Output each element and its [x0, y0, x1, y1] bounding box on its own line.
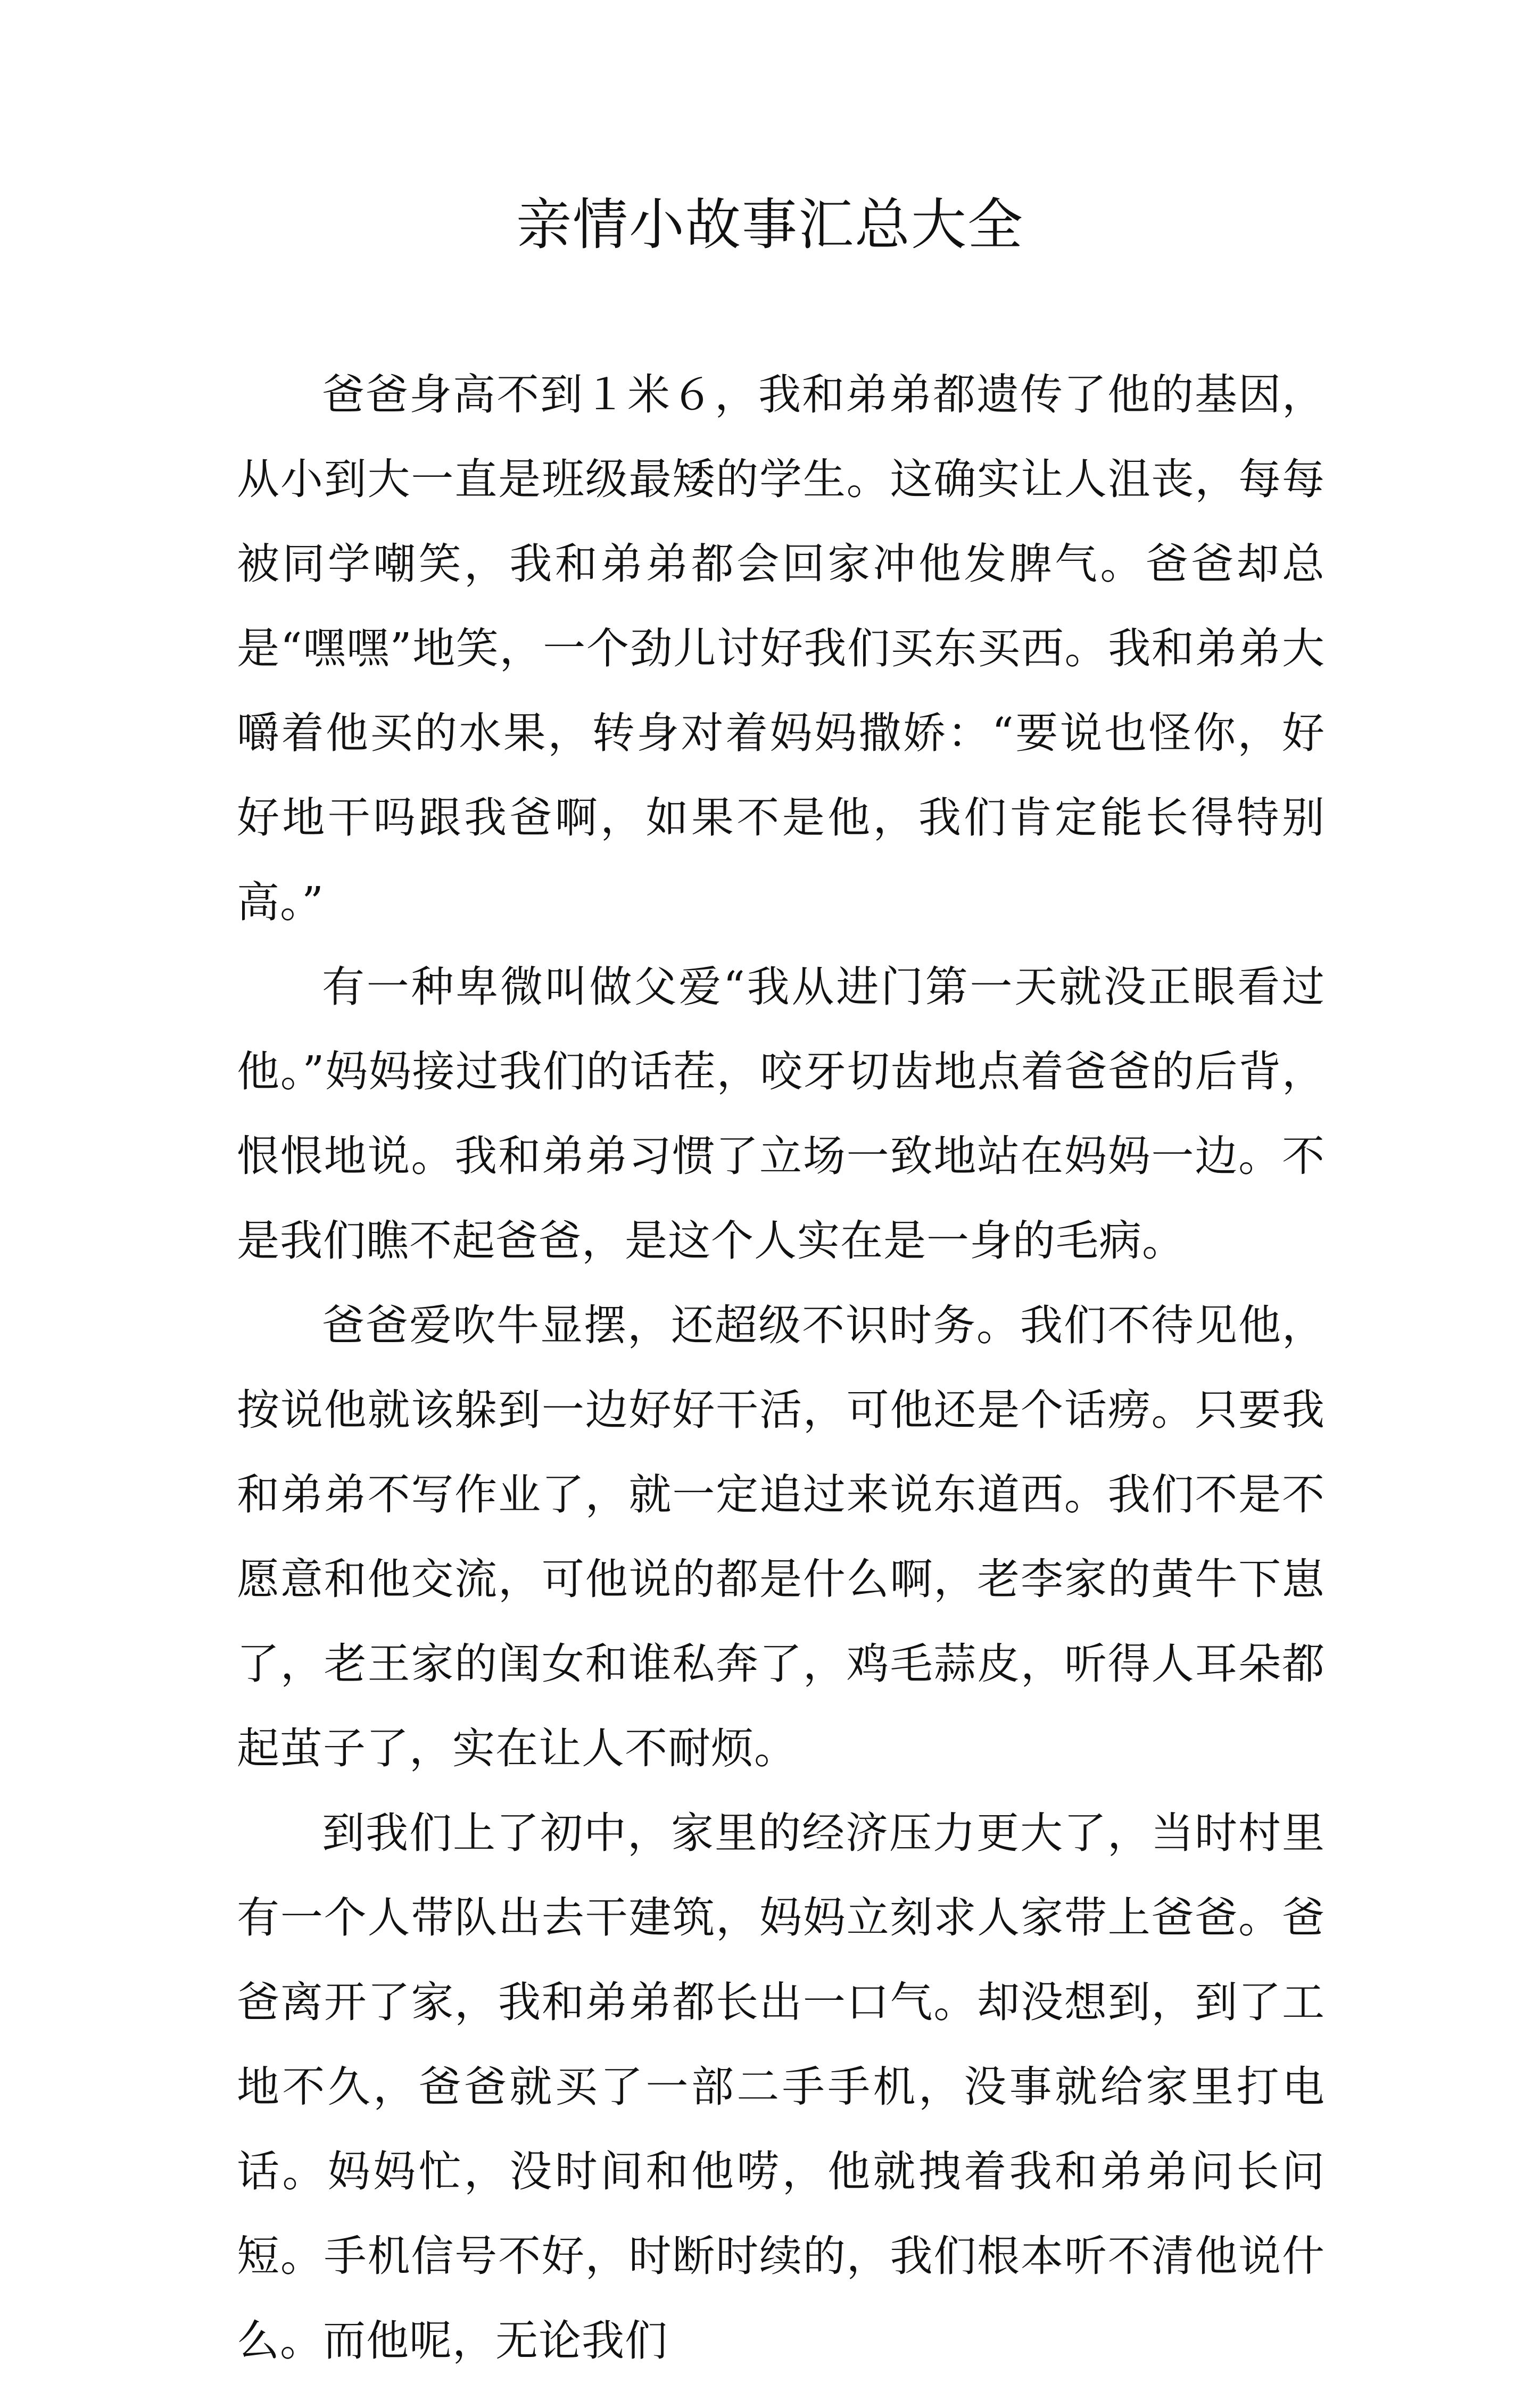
- paragraph-4: 到我们上了初中，家里的经济压力更大了，当时村里有一个人带队出去干建筑，妈妈立刻求人家带上爸爸。爸爸离开了家，我和弟弟都长出一口气。却没想到，到了工地不久，爸爸就买了一部二手手机，没事就给家里打电话。妈妈忙，没时间和他唠，他就拽着我和弟弟问长问短。手机信号不好，时断时续的，我们根本听不清他说什么。而他呢，无论我们: [237, 1808, 1325, 2365]
- paragraph-3: 爸爸爱吹牛显摆，还超级不识时务。我们不待见他，按说他就该躲到一边好好干活，可他还是个话痨。只要我和弟弟不写作业了，就一定追过来说东道西。我们不是不愿意和他交流，可他说的都是什么啊，老李家的黄牛下崽了，老王家的闺女和谁私奔了，鸡毛蒜皮，听得人耳朵都起茧子了，实在让人不耐烦。: [237, 1301, 1325, 1773]
- paragraph-1: 爸爸身高不到１米６，我和弟弟都遗传了他的基因，从小到大一直是班级最矮的学生。这确实让人沮丧，每每被同学嘲笑，我和弟弟都会回家冲他发脾气。爸爸却总是“嘿嘿”地笑，一个劲儿讨好我们买东买西。我和弟弟大嚼着他买的水果，转身对着妈妈撒娇：“要说也怪你，好好地干吗跟我爸啊，如果不是他，我们肯定能长得特别高。”: [237, 370, 1325, 927]
- document-title: 亲情小故事汇总大全: [516, 192, 1024, 257]
- paragraph-2: 有一种卑微叫做父爱“我从进门第一天就没正眼看过他。”妈妈接过我们的话茬，咬牙切齿地点着爸爸的后背，恨恨地说。我和弟弟习惯了立场一致地站在妈妈一边。不是我们瞧不起爸爸，是这个人实在是一身的毛病。: [237, 962, 1325, 1265]
- document-body: [237, 352, 1325, 2383]
